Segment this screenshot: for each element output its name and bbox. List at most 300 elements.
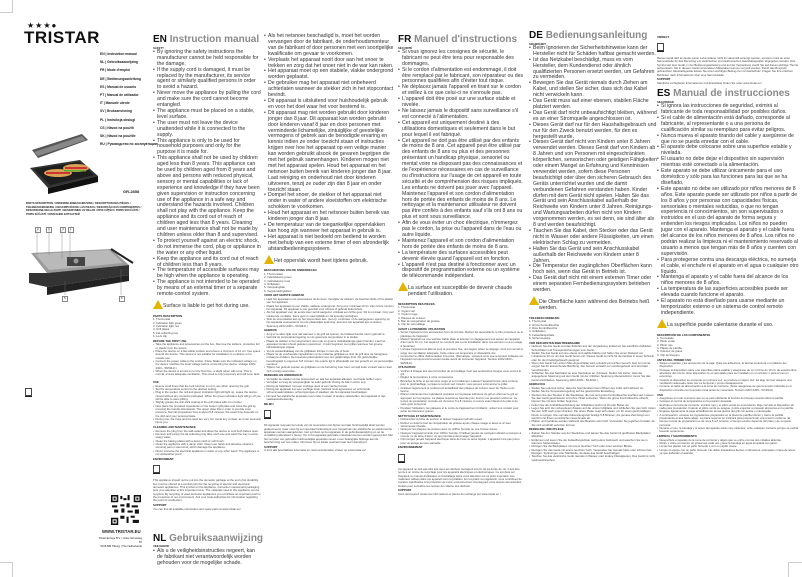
list-item: • Engrase ligeramente la capa antiadherente de las placas del grill con aceite o mantequilla.: [657, 410, 799, 413]
list-item: • Verwijder de stekker uit het stopcontact en laat het apparaat afkoelen met beide helften open.: [264, 378, 394, 381]
list-item: • Mantenga el aparato y el cable fuera del alcance de los niños menores de 8 años.: [657, 275, 799, 287]
list-item: • Plug in the socket, the red and green indication light will light up. Leave the device closed without any contents preheated. When the green indication light will go off you will be able to start grilling.: [153, 391, 261, 401]
list-item: • Zorg er te allen tijde voor dat wanneer u de grill wil openen, de blokkeerfunctie niet in gebruik is.: [264, 333, 394, 336]
list-item: • Conecte el cable de alimentación a la toma de corriente. (Nota: asegúrese de que la tensión indicada en el dispositivo coincida con la tensión local antes de conectarlo. Tensión 220V-240V~ 50-60Hz).: [657, 385, 799, 392]
language-item: CS | Návod na použití: [100, 125, 134, 130]
hot-surface-warning: [529, 300, 657, 312]
list-item: • Nunca mueva el aparato tirando del cable y asegúrese de que no se pueda enredar con el cable.: [657, 134, 799, 146]
weee-bin-icon: [153, 465, 160, 473]
list-item: • L'appareil n'est pas destiné à fonctionner avec un dispositif de programmation externe ou un système de télécommande indépendant.: [398, 263, 524, 281]
list-item: • The temperature of accessible surfaces may be high when the appliance is operating.: [153, 268, 261, 280]
environment-icon-row: [264, 406, 394, 424]
hot-surface-warning: [153, 304, 261, 310]
list-item: • Verplaats het apparaat nooit door aan het snoer te trekken en zorg dat het snoer niet in de war kan raken.: [264, 58, 394, 70]
paragraph: Dieses Gerät darf am Ende seiner Lebensdauer nicht im Hausmüll entsorgt werden, sondern muss an einer Sammelstelle für das Recycling von elektrischen und elektronischen Haushaltsgeräten abgegeben werden. Das Symbol auf dem Gerät, in der Bedienungsanleitung und auf der Verpackung macht Sie auf dieses wichtige Thema aufmerksam. Die in diesem Gerät verwendeten Materialien können recycelt werden. Durch das Recyceln gebrauchter Haushaltsgeräte leisten Sie einen wichtigen Beitrag zum Umweltschutz. Fragen Sie Ihre örtlichen Behörden nach Informationen über eine Sammelstelle.: [657, 55, 798, 77]
bullet-list: [153, 343, 261, 376]
list-item: • The appliance is not intended to be operated by means of an external timer or a separate remote-control system.: [153, 280, 261, 298]
brand-name: TRISTAR: [24, 28, 100, 47]
list-item: • Haal het apparaat en de accessoires uit de doos. Verwijder de stickers, de beschermfolie of het plastic van het apparaat.: [264, 298, 394, 305]
parts-list-item: 6. Lock clip: [153, 334, 167, 338]
list-item: • Si el cable de alimentación está dañado, corresponde al fabricante, al representante o a una persona de cualificación similar su reemplazo para evitar peligros.: [657, 116, 799, 134]
parts-list-item: 6. Clip de bloqueo: [657, 352, 680, 357]
bullet-list: [398, 370, 524, 413]
parts-list: [153, 318, 261, 338]
list-item: • Dieses Gerät darf nicht von Kindern unter 8 Jahren verwendet werden. Dieses Gerät darf von Kindern ab 8 Jahren und von Personen mit eingeschränkten körperlichen, sensorischen oder geistigen Fähigkeiten oder einem Mangel an Erfahrung und Kenntnissen verwendet werden, sofern diese Personen beaufsichtigt oder über den sicheren Gebrauch des Geräts unterrichtet wurden und die damit verbundenen Gefahren verstanden haben. Kinder dürfen mit dem Gerät nicht spielen. Halten Sie das Gerät und sein Anschlusskabel außerhalb der Reichweite von Kindern unter 8 Jahren. Reinigungs- und Wartungsarbeiten dürfen nicht von Kindern vorgenommen werden, es sei denn, sie sind älter als 8 und werden beaufsichtigt.: [529, 140, 657, 229]
parts-list-item: 4. Plaques de cuisson: [398, 315, 426, 320]
paragraph: Sämtliche verfügbaren Informationen und Ersatzteile finden Sie unter www.tristar.eu!: [657, 80, 762, 85]
subsection-label: USO: [657, 392, 664, 397]
paragraph: This appliance should not be put into the domestic garbage at the end of its durability, but must be offered at a central point for the recycling of electric and electronic domestic appliances. This symbol on the appliance, instruction manual and packaging puts your attention to this important issue. The materials used in this appliance can be recycled. By recycling of used domestic appliances you contribute an important push to the protection of our environment. Ask your local authorities for information regarding the point of recollection.: [153, 478, 261, 503]
bullet-list: [264, 333, 394, 373]
parts-list-item: 1. Thermostaat: [264, 271, 283, 276]
list-item: • Reinig het apparaat met een vochtige doek. Gebruik nooit agressieve en schurende schoonmaakmiddelen, schuursponsjes of staalwol, die het apparaat beschadigen.: [264, 388, 394, 395]
hot-surface-warning: [657, 323, 799, 329]
list-item: • Never immerse the electrical appliance in water or any other liquid. The appliance is not dishwasher proof.: [153, 450, 261, 457]
list-item: • Nettoyez l'appareil à l'aide d'un chiffon humide. N'utilisez jamais de nettoyant abrasif ou tampon à récurer ou de laine d'acier, ce qui pourrait endommager l'appareil.: [398, 432, 524, 439]
warning-text: La surface est susceptible de devenir chaude pendant l'utilisation.: [408, 285, 513, 298]
list-item: • To protect yourself against an electric shock, do not immerse the cord, plug or appliance in the water or any other liquid.: [153, 239, 261, 257]
parts-list-item: 4. Placas de parrilla: [657, 346, 682, 351]
environment-icon-row: [153, 461, 261, 479]
subsection-label: LIMPIEZA Y MANTENIMIENTO: [657, 434, 697, 439]
list-item: • Reinigen Sie die Backplatten mit einem feuchten Tuch oder einer weichen Bürste.: [529, 445, 657, 448]
warning-triangle-icon: [264, 255, 274, 264]
parts-list-item: 3. Indicatielamp rood: [264, 278, 290, 283]
list-item: • Now place the prepared ingredients on the bottom grill plate and close the grill by pressing the handle downwards. The upper plate tilts in order to provide even pressure. Normal preparation time is about 5-8 minutes; the exact time depends on the dish and your personal taste.: [153, 405, 261, 418]
list-item: • Take the appliance and accessories out the box. Remove the stickers, protective foil or plastic from the device.: [153, 343, 261, 350]
hot-surface-warning: [398, 286, 524, 298]
spacer: [153, 377, 261, 380]
parts-list-item: 5. Fettauffangschale: [529, 332, 555, 337]
parts-list-item: 5. Vetopvangbak: [264, 285, 285, 290]
hot-surface-warning: [264, 259, 394, 265]
list-item: • Entfernen und leeren Sie die Fettauffangschale nach jedem Gebrauch und waschen Sie sie in warmem Seifenwasser.: [529, 439, 657, 446]
callout-number: 4: [62, 227, 64, 231]
qr-code[interactable]: [111, 495, 141, 525]
language-list: [100, 50, 157, 148]
manual-title: Manual de instrucciones: [673, 88, 790, 100]
language-item: SV | Bruksanvisning: [100, 109, 132, 114]
list-item: • Limpie el equipo con un paño húmedo. No utilice limpiadores fuertes ni abrasivos, estropajos ni lana de acero, ya que dañarían el aparato.: [657, 449, 799, 456]
list-item: • Reinig de bakplaten met een vochtige doek of een zachte borstel.: [264, 385, 394, 388]
list-item: • Gebruik de temperatuurregeling om de gewenste temperatuur in te stellen.: [264, 336, 394, 339]
subsection-label: ENVIRONMENT: [153, 456, 174, 461]
list-item: • Ziehen Sie den Stecker aus der Steckdose und lassen Sie das Gerät mit geöffneten Backplatten abkühlen.: [529, 432, 657, 439]
list-item: • Stecken Sie den Stecker in die Steckdose; die rote und grüne Kontrollleuchte leuchten auf. Lassen Sie das Gerät geschlossen und ohne Inhalt vorheizen. Wenn die grüne Kontrollleuchte erlischt, können Sie mit dem Grillen beginnen.: [529, 394, 657, 404]
parts-list: [657, 337, 799, 357]
address-line: Tristar Europe B.V. | Jules Verneweg 87: [98, 537, 142, 544]
bullet-list: [264, 34, 394, 253]
bullet-list: [153, 430, 261, 457]
parts-list-item: 2. Indication light green: [153, 320, 182, 325]
list-item: • This appliance is only to be used for household purposes and only for the purpose it is made for.: [153, 139, 261, 157]
parts-list-item: 6. Clip de verrouillage: [398, 322, 426, 327]
list-item: • Die Temperatur der zugänglichen Oberflächen kann hoch sein, wenn das Gerät in Betrieb ist.: [529, 264, 657, 276]
language-item: SK | Návod na použitie: [100, 134, 136, 139]
list-item: • Dieses Gerät darf nur für den Haushaltsgebrauch und nur für den Zweck benutzt werden, für den es hergestellt wurde.: [529, 123, 657, 141]
list-item: • Lorsque l'appareil est allumé pour la première fois, une légère odeur se dégage. Ceci est normal et exige une ventilation adéquate. Cette odeur est temporaire et disparaîtra vite.: [398, 348, 524, 355]
bullet-list: [398, 331, 524, 364]
list-item: • Desenchufe el aparato de la toma de corriente y déjelo que se enfríe con las dos mitades abiertas.: [657, 439, 799, 442]
text-column-3: [398, 34, 524, 496]
language-item: RU | Руководство по эксплуатации: [100, 142, 157, 147]
model-number: GR-2858: [123, 189, 140, 194]
subsection-label: VEILIGHEID: [153, 544, 169, 549]
website-link[interactable]: WWW.TRISTAR.EU: [102, 529, 141, 534]
paragraph: Cet appareil ne doit pas être jeté avec les déchets ménagers à la fin de sa durée de vie, il doit être remis à un centre de recyclage pour les appareils électriques et électroniques. Ce symbole sur l'appareil, le manuel d'utilisation et l'emballage attire votre attention sur ce point important. Les matériaux utilisés dans cet appareil sont recyclables. En recyclant vos appareils, vous contribuez de manière significative à la protection de notre environnement. Renseignez-vous auprès des autorités locales pour connaître les centres de collecte des déchets.: [398, 466, 522, 488]
list-item: • Durante el uso, la bandeja y el acero del aparato están muy calientes; evite cualquier contacto porque se podría lesionar seriamente.: [657, 427, 799, 434]
parts-list-item: 5. Bac de récupération de graisse: [398, 318, 440, 323]
list-item: • Clean the appliance with a damp cloth. Never use harsh and abrasive cleaners, scouring pad or steel wool, which damage the appliance.: [153, 443, 261, 450]
subsection-label: SÉCURITÉ: [398, 45, 413, 50]
warning-triangle-icon: [398, 282, 408, 291]
list-item: • By ignoring the safety instructions the manufacturer cannot be held responsible for the damage.: [153, 50, 261, 68]
bullet-list: [398, 50, 524, 280]
section-heading-en: [153, 34, 261, 45]
list-item: • Nettoyez les plaques de cuisson avec un chiffon humide ou une brosse douce.: [398, 428, 524, 431]
list-item: • Vérifiez à chaque fois que la fonction de verrouillage n'est pas enclenchée lorsque vous ouvrez le gril.: [398, 370, 524, 377]
weee-bin-icon: [398, 454, 405, 462]
list-item: • Sortez l'appareil et les accessoires hors de la boîte. Retirez les autocollants, le film protecteur ou le plastique de l'appareil.: [398, 331, 524, 338]
list-item: • Als u de veiligheidsinstructies negeert, kan de fabrikant niet verantwoordelijk worden gehouden voor de mogelijke schade.: [153, 549, 261, 567]
list-item: • El usuario no debe dejar el dispositivo sin supervisión mientras esté conectado a la alimentación.: [657, 157, 799, 169]
list-item: • Houd het apparaat en het netsnoer buiten bereik van kinderen jonger dan 8 jaar.: [264, 211, 394, 223]
list-item: • Plaats de stekker in het stopcontact. Het rode en groene indicatielampje gaan branden. Laat het apparaat zonder inhoud gesloten opwarmen. U kunt beginnen met grillen wanneer het groene indicatielampje uitgaat.: [264, 340, 394, 350]
list-item: • Retirez et videz le bac de récupération de graisse après chaque usage et lavez-le à l'eau savonneuse chaude.: [398, 422, 524, 429]
warning-text: Die Oberfläche kann während des Betriebs heiß werden.: [539, 298, 650, 311]
list-item: • Retire y vacíe el colector de grasa tras cada uso y lave la bandeja en agua templada con jabón.: [657, 442, 799, 445]
list-item: • Débranchez la fiche du secteur et laissez l'appareil refroidir ouvert.: [398, 418, 524, 421]
list-item: • Fetten Sie die Antihaftbeschichtung der Grillplatten leicht mit Öl oder Butter ein.: [529, 404, 657, 407]
list-item: • Connectez le câble d'alimentation à la prise. (Remarque : Assurez-vous que la tension indiquée sur l'appareil correspond à la tension locale avant de connecter l'appareil. Tension 220V-240V~ 50/60Hz).: [398, 355, 524, 365]
address-line: 5015 BM Tilburg | The Netherlands: [100, 545, 142, 548]
parts-list-item: 1. Termostato: [657, 336, 674, 341]
parts-list-item: 1. Thermostat: [529, 319, 547, 324]
parts-list-item: 1. Thermostat: [398, 305, 416, 310]
parts-list-item: 1. Thermostat: [153, 317, 171, 322]
callout-number: 1: [70, 227, 72, 231]
list-item: • La temperatura de las superficies accesibles puede ser elevada cuando funcione el aparato.: [657, 287, 799, 299]
list-item: • Para protegerse contra una descarga eléctrica, no sumerja el cable, el enchufe ni el aparato en el agua o cualquier otro líquido.: [657, 258, 799, 276]
list-item: • Das Gerät darf nicht unbeaufsichtigt bleiben, während es an einer Stromquelle angeschlossen ist.: [529, 111, 657, 123]
section-heading-es: [657, 88, 799, 99]
list-item: • Sluit de stroomkabel aan op het stopcontact aan. (Let op: controleer of de aangegeven spanning op het apparaat overeenkomt met de plaatselijke spanning, alvorens het apparaat aan te sluiten. Spanning 220V-240V~ 50-60Hz.): [264, 318, 394, 328]
text-column-5: [657, 34, 799, 455]
list-item: • Never move the appliance by pulling the cord and make sure the cord cannot become entangled.: [153, 91, 261, 109]
list-item: • Het apparaat moet op een stabiele, vlakke ondergrond worden geplaatst.: [264, 69, 394, 81]
list-item: • Vet de antiaanbaklaag van de grillplaten lichtjes in met olie of boter.: [264, 350, 394, 353]
bullet-list: [529, 432, 657, 462]
list-item: • Coloque el dispositivo sobre una superficie plana estable y asegúrese de un mínimo de 10 cm de espacio libre alrededor del mismo. Este dispositivo no es apropiado para ser instalado en un armario o para el uso en exteriores.: [657, 369, 799, 379]
bullet-list: [264, 378, 394, 401]
subsection-label: SICHERHEIT: [529, 41, 546, 46]
list-item: • Si ignora las instrucciones de seguridad, eximirá al fabricante de toda responsabilidad por posibles daños.: [657, 104, 799, 116]
language-item: IT | Manuale utente: [100, 101, 130, 106]
company-address: [95, 537, 142, 549]
subsection-label: REINIGING EN ONDERHOUD: [264, 373, 303, 378]
subsection-label: NETTOYAGE ET MAINTENANCE: [398, 413, 441, 418]
callout-number: 6: [121, 296, 123, 300]
subsection-label: DESCRIPCIÓN DE LOS COMPONENTES: [657, 332, 711, 337]
list-item: • Bewegen Sie das Gerät niemals durch Ziehen am Kabel, und stellen Sie sicher, dass sich das Kabel nicht verwickeln kann.: [529, 81, 657, 99]
list-item: • Enchufe en la toma de corriente, el piloto rojo y el piloto verde se encenderán. Deje cerrado el dispositivo sin nada para precalentar. Cuando el piloto verde se apague, podrá empezar a preparar alimentos en la parrilla.: [657, 404, 799, 411]
parts-list-item: 2. Indicatielamp groen: [264, 275, 292, 280]
spacer: [153, 511, 261, 533]
bullet-list: [657, 362, 799, 392]
list-item: • Das Gerät darf nicht mit einem externen Timer oder einem separaten Fernbedienungssystem betrieben werden.: [529, 276, 657, 294]
list-item: • De temperatuur van de toegankelijke oppervlakken kan hoog zijn wanneer het apparaat in gebruik is.: [264, 223, 394, 235]
list-item: • Dit apparaat mag niet worden gebruikt door kinderen jonger dan 8 jaar. Dit apparaat kan worden gebruikt door kinderen vanaf 8 jaar en door personen met verminderde lichamelijke, zintuiglijke of geestelijke vermogens of gebrek aan de benodigde ervaring en kennis indien ze onder toezicht staan of instructies krijgen over hoe het apparaat op een veilige manier kan worden gebruikt alsook de gevaren begrijpen die met het gebruik samenhangen. Kinderen mogen niet met het apparaat spelen. Houd het apparaat en het netsnoer buiten bereik van kinderen jonger dan 8 jaar. Laat reiniging en onderhoud niet door kinderen uitvoeren, tenzij ze ouder zijn dan 8 jaar en onder toezicht staan.: [264, 111, 394, 194]
warning-triangle-icon: [657, 319, 667, 328]
callout-number: 5: [64, 296, 66, 300]
list-item: • Ist das Netzkabel beschädigt, muss es vom Hersteller, dem Kundendienst oder ähnlich qualifizierten Personen ersetzt werden, um Gefahren zu vermeiden.: [529, 58, 657, 82]
list-item: • De gebruiker mag het apparaat niet onbeheerd achterlaten wanneer de stekker zich in het stopcontact bevindt.: [264, 81, 394, 99]
subsection-label: SUPPORT: [153, 503, 167, 508]
bullet-list: [657, 439, 799, 456]
subsection-label: SUPPORT: [657, 77, 671, 82]
language-code: ES: [657, 88, 671, 100]
list-item: • This appliance shall not be used by children aged less than 8 years. This appliance can be used by children aged from 8 years and above and persons with reduced physical, sensory or mental capabilities or lack of experience and knowledge if they have been given supervision or instruction concerning use of the appliance in a safe way and understand the hazards involved. Children shall not play with the appliance. Keep the appliance and its cord out of reach of children aged less than 8 years. Cleaning and user maintenance shall not be made by children unless older than 8 and supervised.: [153, 156, 261, 239]
list-item: • Verwijder en leeg de vetopvangbak na ieder gebruik. Reinig de bak in warm sop.: [264, 381, 394, 384]
parts-list-item: 4. Grill plates: [153, 327, 170, 332]
manual-title: Bedienungsanleitung: [545, 30, 648, 41]
list-item: • Clean the baking plates with a damp cloth or soft brush.: [153, 440, 261, 443]
list-item: • Remove and empty the fat collecting tray after each use and wash the tray in warm, soapy water.: [153, 433, 261, 440]
text-column-2: [264, 34, 394, 452]
list-item: • Halten Sie das Gerät und sein Anschlusskabel außerhalb der Reichweite von Kindern unter 8 Jahren.: [529, 247, 657, 265]
parts-list-item: 2. Voyant vert: [398, 308, 416, 313]
list-item: • Place the device on a flat stable surface and ensure a minimum of 10 cm. free space around the device. This device is not suitable for installation in a cabinet or for outside use.: [153, 350, 261, 360]
list-item: • Cet appareil ne doit pas être utilisé par des enfants de moins de 8 ans. Cet appareil peut être utilisé par des enfants de 8 ans ou plus et des personnes présentant un handicap physique, sensoriel ou mental voire ne disposant pas des connaissances et de l'expérience nécessaires en cas de surveillance ou d'instructions sur l'usage de cet appareil en toute sécurité et de compréhension des risques impliqués. Les enfants ne doivent pas jouer avec l'appareil. Maintenez l'appareil et son cordon d'alimentation hors de portée des enfants de moins de 8 ans. Le nettoyage et la maintenance utilisateur ne doivent pas être confiés à des enfants sauf s'ils ont 8 ans ou plus et sont sous surveillance.: [398, 139, 524, 222]
list-item: • Schließen Sie das Netzkabel an eine Steckdose an. (Hinweis: Stellen Sie sicher, dass die angegebene Spannung auf dem Gerät mit der örtlichen Spannung übereinstimmt, bevor Sie das Gerät anschließen. Spannung 220V-240V~ 50-60Hz.): [529, 372, 657, 382]
list-item: • Slightly grease the anti stick coating of the grill plates with oil or butter.: [153, 401, 261, 404]
bullet-list: [264, 298, 394, 328]
language-item: NL | Gebruiksaanwijzing: [100, 60, 139, 65]
list-item: • Stellen Sie die Temperaturregelung auf die gewünschte Einstellung.: [529, 390, 657, 393]
list-item: • Pendant l'utilisation, les plateaux et le corps de l'appareil sont brûlants ; évitez tout contact pour éviter les blessures graves.: [398, 407, 524, 414]
language-code: NL: [153, 532, 167, 544]
list-item: • Branchez la fiche et les témoins rouge et vert s'allument. Laissez l'appareil fermé sans contenu pour le préchauffage. Lorsque le témoin vert s'éteint, vous pouvez commencer à griller.: [398, 380, 524, 387]
sandwich-grill-photo: [26, 128, 102, 196]
language-item: EN | Instruction manual: [100, 52, 137, 56]
subsection-label: ENVIRONNEMENT: [398, 445, 423, 450]
parts-list: [529, 320, 657, 340]
subsection-label: GEBRUIK: [264, 328, 277, 333]
weee-bin-icon: [264, 410, 271, 418]
subsection-label: DESCRIPTION DES PIÈCES: [398, 302, 435, 307]
warning-text: Surface is liable to get hot during use.: [163, 302, 250, 309]
subsection-label: USE: [153, 380, 159, 385]
subsection-label: AVANT LA PREMIÈRE UTILISATION: [398, 327, 446, 332]
list-item: • Stellen Sie jederzeit sicher, dass die Sperrfunktion beim Öffnen des Grills nicht aktiviert ist.: [529, 387, 657, 390]
environment-icon-row: [398, 450, 524, 468]
parts-list-item: 3. Indication light red: [153, 323, 179, 328]
paragraph: U kunt alle beschikbare informatie en reserveonderdelen vinden op www.tristar.eu!: [264, 448, 366, 453]
list-item: • Nehmen Sie das Gerät und das Zubehör aus der Verpackung. Entfernen Sie sämtliche Aufkleber, Schutzfolien und Transportsicherungen vom Gerät.: [529, 345, 657, 352]
list-item: • Maintenez l'appareil et son cordon d'alimentation hors de portée des enfants de moins de 8 ans.: [398, 239, 524, 251]
list-item: • Als het netsnoer beschadigd is, moet het worden vervangen door de fabrikant, de onderhoudsmonteur van de fabrikant of door personen met een soortgelijke kwalificatie om gevaar te voorkomen.: [264, 34, 394, 58]
list-item: • Platten und Gehäuse werden während des Betriebs sehr heiß. Vermeiden Sie jeglichen Kontakt, da Sie sich ernsthaft verletzen können.: [529, 420, 657, 427]
language-item: FR | Mode d'emploi: [100, 68, 131, 73]
list-item: • Tijdens het gebruik worden de grillplaten en de behuizing zeer heet; vermijd ieder contact want u kunt zich ernstig verwonden.: [264, 366, 394, 373]
parts-list-item: 3. Rote Kontrollleuchte: [529, 325, 558, 330]
list-item: • Set the temperature control to the desired setting.: [153, 388, 261, 391]
bullet-list: [529, 46, 657, 294]
parts-list-item: 4. Grillplaten: [264, 281, 280, 286]
bullet-list: [153, 50, 261, 298]
language-item: DE | Bedienungsanleitung: [100, 76, 141, 81]
logo-stars: ★★★●: [27, 21, 58, 30]
manual-title: Manuel d'instructions: [414, 34, 518, 45]
list-item: • Si vous ignorez les consignes de sécurité, le fabricant ne peut être tenu pour responsable des dommages.: [398, 50, 524, 68]
paragraph: Vous retrouverez toutes les informations et pièces de rechange sur www.tristar.eu !: [398, 491, 501, 496]
list-item: • Plaats nu de voorbereide ingrediënten op de onderste grillplaat en sluit de grill door de handgreep omlaag te drukken. De bovenste plaat kantelt voor een gelijkmatige druk. De gebruikelijke bereidingstijd is ongeveer 5-8 minuten. De exacte tijd is afhankelijk van het gerecht en uw persoonlijke voorkeur.: [264, 353, 394, 366]
callout-number: 2: [37, 227, 39, 231]
weee-bin-icon: [657, 43, 664, 51]
list-item: • Plaats het apparaat op een vlakke, stabiele ondergrond. Zorg voor minimaal 10 cm vrije ruimte rondom het apparaat. Dit apparaat is niet geschikt voor inbouw of gebruik buitenshuis.: [264, 305, 394, 312]
bullet-list: [153, 549, 261, 567]
bullet-list: [153, 385, 261, 425]
language-item: ES | Manual de usuario: [100, 84, 137, 89]
list-item: • Este aparato no debe ser utilizado por niños menores de 8 años. Este aparato puede ser utilizado por niños a partir de los 8 años y por personas con capacidades físicas, sensoriales o mentales reducidas, o que no tengan experiencia ni conocimientos, sin son supervisados o instruidos en el uso del aparato de forma segura y entienden los riesgos implicados. Los niños no pueden jugar con el aparato. Mantenga el aparato y el cable fuera del alcance de los niños menores de 8 años. Los niños no podrán realizar la limpieza ni el mantenimiento reservado al usuario a menos que tengan más de 8 años y cuenten con supervisión.: [657, 187, 799, 258]
list-item: • During use, the trays and the steel are very hot. Avoid any contact, as it can seriously injure you.: [153, 418, 261, 425]
list-item: • Dompel het snoer, de stekker of het apparaat niet onder in water of andere vloeistoffen om elektrische schokken te voorkomen.: [264, 193, 394, 211]
list-item: • Saque el aparato y los accesorios de la caja. Quite los adhesivos, la lámina protectora o el plástico del dispositivo.: [657, 362, 799, 369]
list-item: • Asegúrese en todo momento que no se está utilizando la función de bloqueo cuando abra la parrilla.: [657, 397, 799, 400]
bullet-list: [398, 418, 524, 445]
list-item: • Tauchen Sie das Kabel, den Stecker oder das Gerät nicht in Wasser oder andere Flüssigkeiten, um einen elektrischen Schlag zu vermeiden.: [529, 229, 657, 247]
language-code: DE: [529, 30, 543, 41]
environment-icon-row: [657, 39, 799, 57]
list-item: • If the supply cord is damaged, it must be replaced by the manufacturer, its service agent or similarly qualified persons in order to avoid a hazard.: [153, 68, 261, 92]
paragraph: You can find all available information and spare parts at www.tristar.eu!: [153, 506, 241, 511]
list-item: • Legen Sie jetzt die vorbereiteten Zutaten auf die untere Grillplatte und schließen Sie den Grill, indem Sie den Griff nach unten drücken. Die obere Platte neigt sich etwas, um für einen gleichmäßigen Druck zu sorgen. Die normale Zubereitungszeit beträgt 5-8 Minuten; die genaue Zeit hängt vom Gericht und Ihrem persönlichen Geschmack ab.: [529, 407, 657, 420]
list-item: • Limpie las placas con un paño húmedo o con un cepillo suave.: [657, 445, 799, 448]
list-item: • Reinigen Sie das Gerät mit einem feuchten Tuch. Verwenden Sie niemals harte oder scheuernde Reiniger, Topfreiniger oder Stahlwolle, da diese das Gerät beschädigen.: [529, 449, 657, 456]
list-item: • Afin de vous éviter un choc électrique, n'immergez pas le cordon, la prise ou l'appareil dans de l'eau ou autre liquide.: [398, 221, 524, 239]
parts-list-item: 2. Grüne Kontrollleuchte: [529, 322, 560, 327]
list-item: • Het apparaat is niet bedoeld om bediend te worden met behulp van een externe timer of een afzonderlijk afstandbedieningssysteem.: [264, 235, 394, 253]
parts-list-item: 4. Grillplatten: [529, 329, 546, 334]
text-column-1: [153, 34, 264, 567]
subsection-label: UMWELT: [657, 34, 670, 39]
list-item: • Dit apparaat is uitsluitend voor huishoudelijk gebruik en voor het doel waar het voor bestemd is.: [264, 99, 394, 111]
list-item: • Mettez l'appareil sur une surface stable plate et assurez un dégagement tout autour de l'appareil d'au moins 10 cm. Cet appareil ne convient pas à une installation dans une armoire ou à un usage à l'extérieur.: [398, 338, 524, 348]
list-item: • Cet appareil est uniquement destiné à des utilisations domestiques et seulement dans le but pour lequel il est fabriqué.: [398, 121, 524, 139]
parts-list-item: 3. Voyant rouge: [398, 312, 418, 317]
subsection-label: MILIEU: [264, 401, 274, 406]
parts-list-item: 5. Colector de grasa: [657, 349, 683, 354]
subsection-label: PARTS DESCRIPTION: [153, 313, 183, 318]
language-code: FR: [398, 34, 412, 45]
parts-list-item: 3. Piloto rojo: [657, 342, 673, 347]
list-item: • Coloque el control de temperatura en la posición deseada.: [657, 400, 799, 403]
subsection-label: UTILISATION: [398, 365, 416, 370]
list-item: • El aparato debe colocarse sobre una superficie estable y nivelada.: [657, 145, 799, 157]
subsection-label: ANTES DEL PRIMER USO: [657, 357, 692, 362]
list-item: • Beim Ignorieren der Sicherheitshinweise kann der Hersteller nicht für Schäden haftbar gemacht werden.: [529, 46, 657, 58]
list-item: • Si le cordon d'alimentation est endommagé, il doit être remplacé par le fabricant, son réparateur ou des personnes qualifiées afin d'éviter tout risque.: [398, 68, 524, 86]
list-item: • Remove the plug from the wall outlet and allow the device to cool both halves open.: [153, 430, 261, 433]
list-item: • La température des surfaces accessibles peut devenir élevée quand l'appareil est en fonction.: [398, 251, 524, 263]
parts-list-item: 5. Fat collecting tray: [153, 330, 179, 335]
parts-list-item: 6. Sicherungsclip: [529, 335, 551, 340]
list-item: • Cuando el dispositivo se enciende por primera vez, se produce un ligero olor. Es algo normal, asegure una ventilación adecuada. Este olor es temporal y pronto desaparecerá.: [657, 379, 799, 386]
list-item: • Ne laissez jamais le dispositif sans surveillance s'il est connecté à l'alimentation.: [398, 109, 524, 121]
paragraph: Dit apparaat mag aan het einde van de levensduur niet bij het normale huishoudelijk afval worden gedeponeerd, maar moet bij een speciaal inzamelpunt voor hergebruik van elektrische en elektronische apparaten worden aangeboden. Het symbool op het apparaat, in de gebruiksaanwijzing en op de verpakking attendeert u hierop. De in het apparaat gebruikte materialen kunnen worden gerecycled. Met het recyclen van gebruikte huishoudelijke apparaten levert u een belangrijke bijdrage aan de bescherming van ons milieu. Informeer bij uw lokale overheid naar het inzamelpunt.: [264, 423, 393, 444]
language-item: PL | Instrukcja obsługi: [100, 117, 136, 122]
subsection-label: SUPPORT: [264, 444, 278, 449]
bullet-list: [529, 387, 657, 427]
manual-title: Gebruiksaanwijzing: [169, 532, 264, 544]
list-item: • A continuación, coloque los ingredientes preparados en la placa de parrilla inferior y cierre la parrilla presionando el asa hacia abajo. La placa superior se inclinará para proporcionar una presión uniforme. El tiempo normal de preparación es de unos 5 a 8 minutos; el tiempo exacto depende del plato y de su gusto personal.: [657, 414, 799, 427]
list-item: • El aparato no está diseñado para usarse mediante un temporizador externo o un sistema de control remoto independiente.: [657, 299, 799, 317]
list-item: • N'immergez jamais l'appareil électrique dans de l'eau ou autre liquide. L'appareil n'est pas prévu pour un lavage au lave-vaisselle.: [398, 438, 524, 445]
list-item: • Wenn das Gerät zum ersten Mal eingeschaltet wird, entsteht ein leichter Geruch. Das ist normal, sorgen Sie für ausreichende Belüftung. Der Geruch entsteht nur vorübergehend und wird bald verschwinden.: [529, 362, 657, 372]
bullet-list: [657, 397, 799, 434]
list-item: • Réglez la température à votre convenance.: [398, 376, 524, 379]
subsection-label: BEFORE THE FIRST USE: [153, 338, 187, 343]
language-item: PT | Manual de utilizador: [100, 93, 139, 98]
warning-triangle-icon: [153, 300, 163, 309]
parts-list-item: 2. Piloto verde: [657, 339, 675, 344]
subsection-label: SEGURIDAD: [657, 99, 674, 104]
parts-list: [398, 306, 524, 326]
subsection-label: GEBRAUCH: [529, 382, 546, 387]
list-item: • Ensure at all times that the lock function is not in use when opening the grill.: [153, 385, 261, 388]
list-item: • Tauchen Sie das elektrische Gerät niemals in Wasser oder andere Flüssigkeiten. Das Gerät ist nicht spülmaschinenfest.: [529, 455, 657, 462]
list-item: • When the device is turned on for the first time, a slight odour will occur. This is normal, ensure adequate ventilation. This smell is only temporary and will soon fade.: [153, 370, 261, 377]
section-heading-nl: [153, 532, 264, 544]
manual-title: Instruction manual: [169, 34, 260, 45]
list-item: • Dompel het elektrische apparaat nooit onder in water of andere vloeistoffen. Het apparaat is niet vaatwasserbestendig.: [264, 395, 394, 402]
list-item: • Als het apparaat voor de eerste keer wordt aangezet, ontstaat een lichte geur. Dit is normaal, zorg voor voldoende ventilatie. Deze geur is maar tijdelijk en zal spoedig verdwijnen.: [264, 311, 394, 318]
weee-bin-icon: [25, 384, 32, 402]
list-item: • Ne déplacez jamais l'appareil en tirant sur le cordon et veillez à ce que celui-ci ne s'enroule pas.: [398, 85, 524, 97]
list-item: • Placez maintenant les ingrédients préparés sur la plaque inférieure du gril et refermez le gril en appuyant sur la poignée. La plaque supérieure bascule pour fournir une pression uniforme. La temps de préparation normale est d'environ 5 à 8 minutes, le temps exact dépend du plat et de votre goût personnel.: [398, 393, 524, 406]
parts-description-heading: PARTS DESCRIPTION / ONDERDELENBESCHRIJVING / DESCRIPTION DES PIÈCES / TEILEBESCHREIBUNG / DESCRIPCIÓN DE LAS PIEZAS / DESCRIÇÃO DAS COMPONENTES / DESCRIZIONE DELLE PARTI / BESKRIVNING AV DELAR / OPIS CZĘŚCI / POPIS SOUČÁSTÍ / POPIS SÚČASTÍ / ОПИСАНИЕ ЗАПЧАСТЕЙ: [26, 202, 142, 216]
bullet-list: [657, 104, 799, 317]
parts-list-item: 6. Vergrendelingsklem: [264, 288, 292, 293]
parts-diagram: [25, 225, 137, 300]
parts-list: [264, 273, 394, 293]
list-item: • Das Gerät muss auf einer ebenen, stabilen Fläche platziert werden.: [529, 99, 657, 111]
list-item: • The appliance must be placed on a stable, level surface.: [153, 109, 261, 121]
list-item: • Connect the power cable to the socket. (Note: Make sure the indicated voltage on the device matches the local voltage before connecting the device. Voltage 220V-240V~ 50/60Hz.): [153, 360, 261, 370]
language-code: EN: [153, 34, 167, 45]
tristar-logo: [24, 22, 100, 46]
list-item: • The user must not leave the device unattended while it is connected to the supply.: [153, 121, 261, 139]
warning-triangle-icon: [529, 296, 539, 305]
subsection-label: SUPPORT: [398, 488, 412, 493]
subsection-label: SAFETY: [153, 45, 165, 50]
section-heading-de: [529, 30, 657, 41]
subsection-label: VOOR HET EERSTE GEBRUIK: [264, 293, 305, 298]
warning-text: Het oppervlak wordt heet tijdens gebruik.: [274, 257, 369, 264]
callout-number: 3: [48, 227, 50, 231]
subsection-label: VOR DER ERSTEN INBETRIEBNAHME: [529, 340, 580, 345]
warning-text: La superficie puede calentarse durante el uso.: [667, 321, 774, 328]
text-column-4: [529, 30, 657, 462]
bullet-list: [529, 345, 657, 382]
list-item: • Keep the appliance and its cord out of reach of children less than 8 years.: [153, 257, 261, 269]
subsection-label: REINIGUNG UND PFLEGE: [529, 427, 564, 432]
list-item: • Stellen Sie das Gerät auf eine ebene und stabile Fläche und halten Sie einen Abstand von mindestens 10 cm um das Gerät herum ein. Dieses Gerät ist nicht für den Einbau in einen Schrank oder für den Freiluftgebrauch geeignet.: [529, 352, 657, 362]
subsection-label: CLEANING AND MAINTENANCE: [153, 425, 196, 430]
list-item: • Este aparato se debe utilizar únicamente para el uso doméstico y sólo para las funciones para las que se ha diseñado.: [657, 169, 799, 187]
list-item: • Graissez légèrement le revêtement antiadhésif des plaques de cuisson avec de l'huile ou du beurre.: [398, 387, 524, 394]
subsection-label: TEILEBESCHREIBUNG: [529, 315, 560, 320]
